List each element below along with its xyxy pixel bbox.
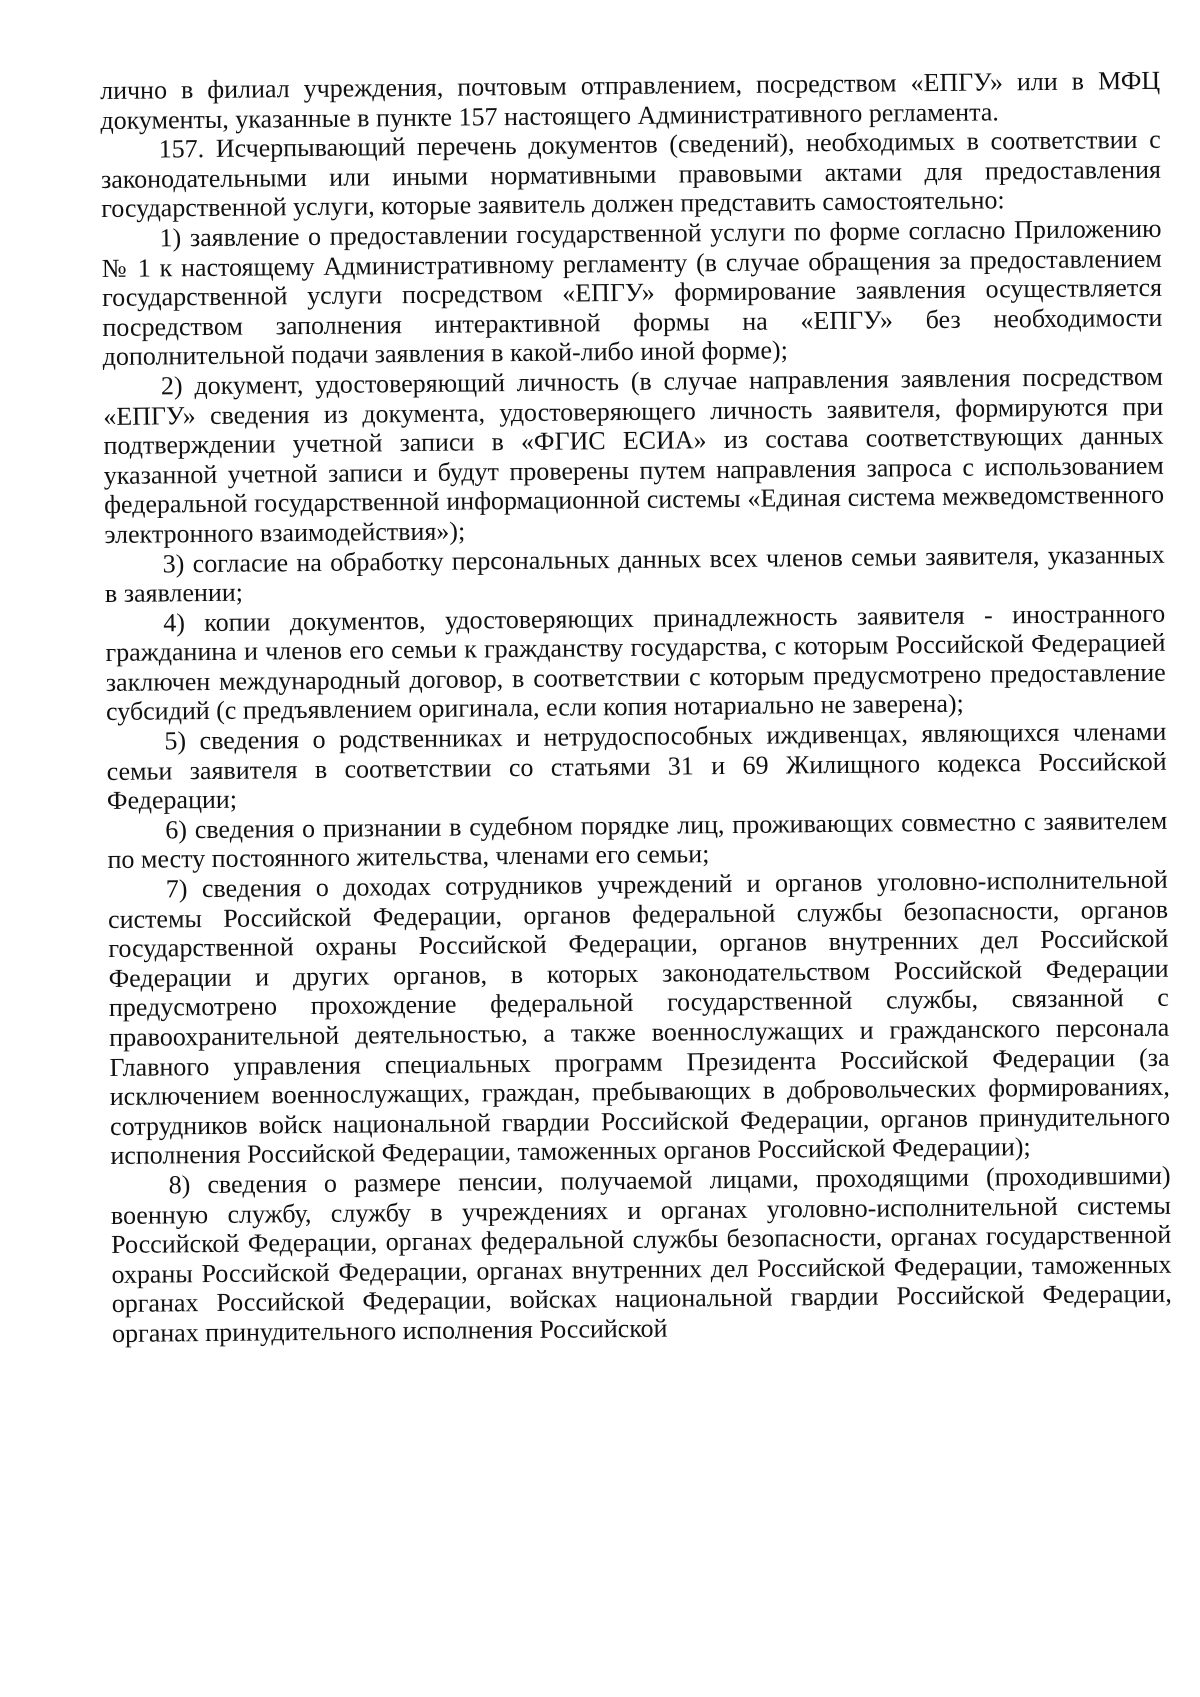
paragraph-157: 157. Исчерпывающий перечень документов (сведений), необходимых в соответствии с законодательными или иными нормативными правовыми актами для предоставления государственной услуги, которые заявитель должен представить самостоятельно: bbox=[100, 125, 1162, 224]
list-item-7: 7) сведения о доходах сотрудников учреждений и органов уголовно-исполнительной системы Российской Федерации, органов федеральной службы безопасности, органов государственной охраны Российской Федерации, органов внутренних дел Российской Федерации и других органов, в которых законодательством Российской Федерации предусмотрено прохождение федеральной государственной службы, связанной с правоохранительной деятельностью, а также военнослужащих и гражданского персонала Главного управления специальных программ Президента Российской Федерации (за исключением военнослужащих, граждан, пребывающих в добровольческих формированиях, сотрудников войск национальной гвардии Российской Федерации, органов принудительного исполнения Российской Федерации, таможенных органов Российской Федерации); bbox=[107, 864, 1171, 1171]
paragraph-continuation: лично в филиал учреждения, почтовым отправлением, посредством «ЕПГУ» или в МФЦ документы, указанные в пункте 157 настоящего Административного регламента. bbox=[100, 65, 1161, 135]
list-item-8: 8) сведения о размере пенсии, получаемой лицами, проходящими (проходившими) военную службу, службу в учреждениях и органах уголовно-исполнительной системы Российской Федерации, органах федеральной службы безопасности, органах государственной охраны Российской Федерации, органах внутренних дел Российской Федерации, таможенных органах Российской Федерации, войсках национальной гвардии Российской Федерации, органах принудительного исполнения Российской bbox=[110, 1160, 1172, 1348]
list-item-2: 2) документ, удостоверяющий личность (в случае направления заявления посредством «ЕПГУ» сведения из документа, удостоверяющего личность заявителя, формируются при подтверждении учетной записи в «ФГИС ЕСИА» из состава соответствующих данных указанной учетной записи и будут проверены путем направления запроса с использованием федеральной государственной информационной системы «Единая система межведомственного электронного взаимодействия»); bbox=[103, 361, 1165, 549]
list-item-4: 4) копии документов, удостоверяющих принадлежность заявителя - иностранного гражданина и членов его семьи к гражданству государства, с которым Российской Федерацией заключен международный договор, в соответствии с которым предусмотрено предоставление субсидий (с предъявлением оригинала, если копия нотариально не заверена); bbox=[105, 598, 1166, 727]
document-body bbox=[100, 66, 1172, 1349]
list-item-1: 1) заявление о предоставлении государственной услуги по форме согласно Приложению № 1 к настоящему Административному регламенту (в случае обращения за предоставлением государственной услуги посредством «ЕПГУ» формирование заявления осуществляется посредством заполнения интерактивной формы на «ЕПГУ» без необходимости дополнительной подачи заявления в какой-либо иной форме); bbox=[101, 213, 1163, 372]
list-item-3: 3) согласие на обработку персональных данных всех членов семьи заявителя, указанных в заявлении; bbox=[104, 539, 1165, 609]
list-item-5: 5) сведения о родственниках и нетрудоспособных иждивенцах, являющихся членами семьи заявителя в соответствии со статьями 31 и 69 Жилищного кодекса Российской Федерации; bbox=[106, 716, 1167, 816]
list-item-6: 6) сведения о признании в судебном порядке лиц, проживающих совместно с заявителем по месту постоянного жительства, членами его семьи; bbox=[107, 805, 1168, 875]
